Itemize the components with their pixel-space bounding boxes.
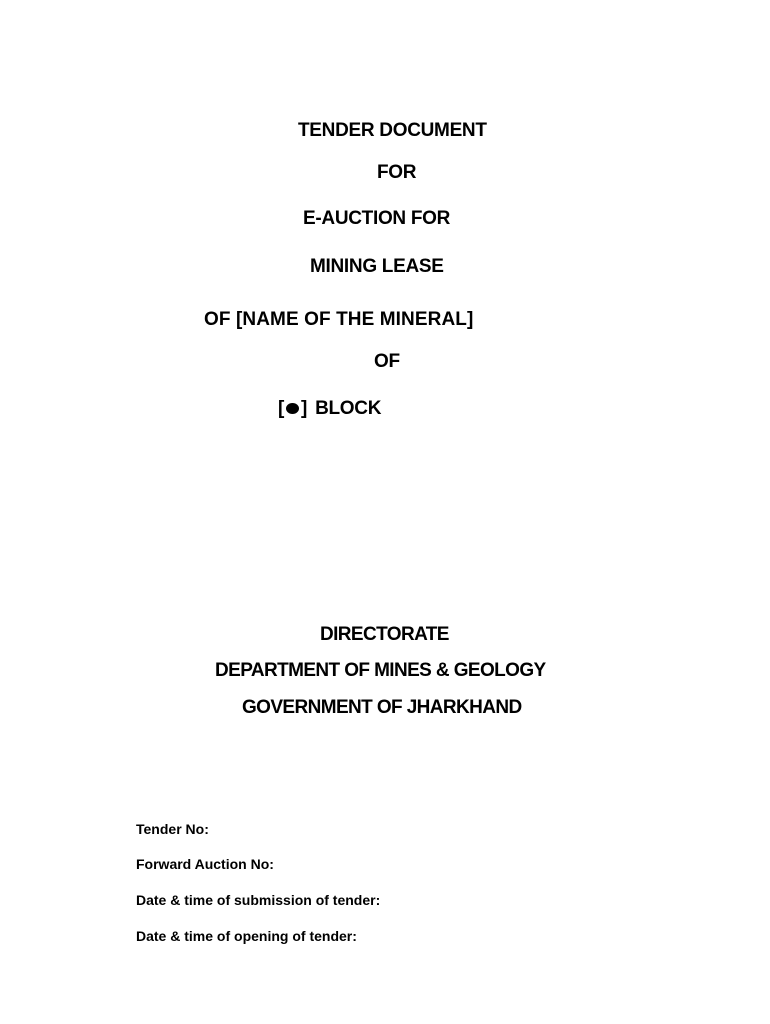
title-block [278,399,381,418]
block-close-bracket: ] [301,398,308,419]
bullet-placeholder-icon [286,403,299,414]
title-for: FOR [377,162,417,183]
issuer-directorate: DIRECTORATE [320,624,449,645]
document-title: TENDER DOCUMENT [298,120,487,141]
title-mining-lease: MINING LEASE [310,256,444,277]
title-of: OF [374,351,400,372]
issuer-government: GOVERNMENT OF JHARKHAND [242,697,522,718]
field-submission-datetime: Date & time of submission of tender: [136,892,381,908]
field-tender-no: Tender No: [136,821,209,837]
block-label: BLOCK [315,398,382,419]
field-opening-datetime: Date & time of opening of tender: [136,928,357,944]
title-mineral-name: OF [NAME OF THE MINERAL] [204,309,474,330]
issuer-department: DEPARTMENT OF MINES & GEOLOGY [215,660,546,681]
title-eauction: E-AUCTION FOR [303,208,451,229]
block-open-bracket: [ [278,398,285,419]
field-forward-auction-no: Forward Auction No: [136,856,274,872]
